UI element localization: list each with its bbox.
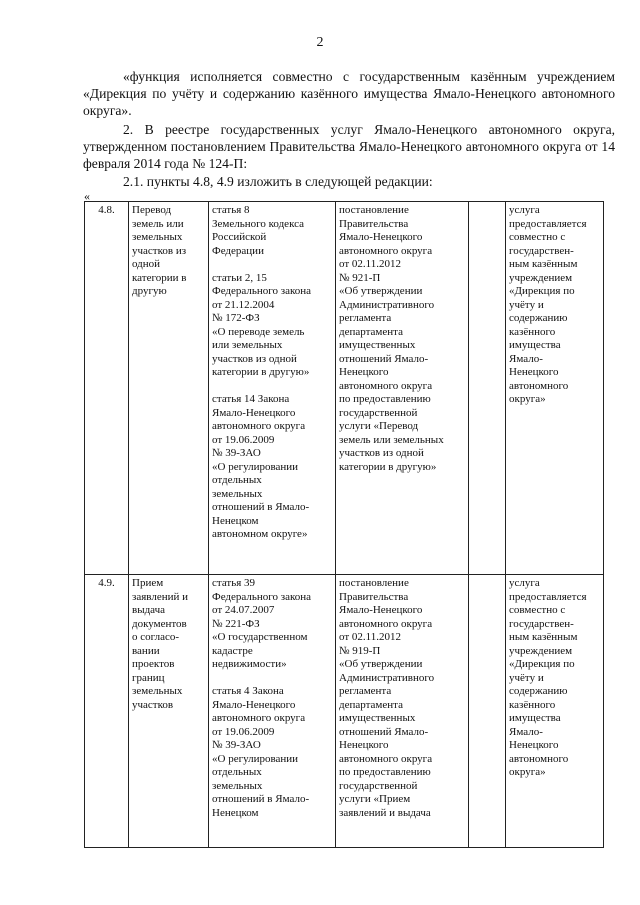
services-registry-table [84,201,604,848]
paragraph-items-new-wording: 2.1. пункты 4.8, 4.9 изложить в следующей редакции: [123,174,433,189]
paragraph-registry-amendment: 2. В реестре государственных услуг Ямало-Ненецкого автономного округа, утвержденном постановлением Правительства Ямало-Ненецкого автономного округа от 14 февраля 2014 года № 124-П: [83,122,615,171]
legal-basis-cell: статья 8 Земельного кодекса Российской Федерации статьи 2, 15 Федерального закона от 21.12.2004 № 172-ФЗ «О переводе земель или земельных участков из одной категории в другую» статья 14 Закона Ямало-Ненецкого автономного округа от 19.06.2009 № 39-ЗАО «О регулировании отдельных земельных отношений в Ямало- Ненецком автономном округе» [209,202,336,575]
regulation-cell: постановление Правительства Ямало-Ненецкого автономного округа от 02.11.2012 № 921-П «Об утверждении Административного регламента департамента имущественных отношений Ямало- Ненецкого автономного округа по предоставлению государственной услуги «Перевод земель или земельных участков из одной категории в другую» [336,202,469,575]
empty-cell [469,202,506,575]
page-number: 2 [316,35,324,50]
note-cell: услуга предоставляется совместно с государствен- ным казённым учреждением «Дирекция по учёту и содержанию казённого имущества Ямало- Ненецкого автономного округа» [506,202,604,575]
service-name-cell: Прием заявлений и выдача документов о согласо- вании проектов границ земельных участков [129,575,209,848]
service-name-cell: Перевод земель или земельных участков из одной категории в другую [129,202,209,575]
row-number-cell: 4.8. [85,202,129,575]
opening-quote-mark: « [84,189,90,203]
table-row [85,202,604,575]
paragraph-function-note: «функция исполняется совместно с государственным казённым учреждением «Дирекция по учёту и содержанию казённого имущества Ямало-Ненецкого автономного округа». [83,69,615,118]
empty-cell [469,575,506,848]
row-number-cell: 4.9. [85,575,129,848]
legal-basis-cell: статья 39 Федерального закона от 24.07.2007 № 221-ФЗ «О государственном кадастре недвижимости» статья 4 Закона Ямало-Ненецкого автономного округа от 19.06.2009 № 39-ЗАО «О регулировании отдельных земельных отношений в Ямало- Ненецком [209,575,336,848]
table-row [85,575,604,848]
regulation-cell: постановление Правительства Ямало-Ненецкого автономного округа от 02.11.2012 № 919-П «Об утверждении Административного регламента департамента имущественных отношений Ямало- Ненецкого автономного округа по предоставлению государственной услуги «Прием заявлений и выдача [336,575,469,848]
note-cell: услуга предоставляется совместно с государствен- ным казённым учреждением «Дирекция по учёту и содержанию казённого имущества Ямало- Ненецкого автономного округа» [506,575,604,848]
